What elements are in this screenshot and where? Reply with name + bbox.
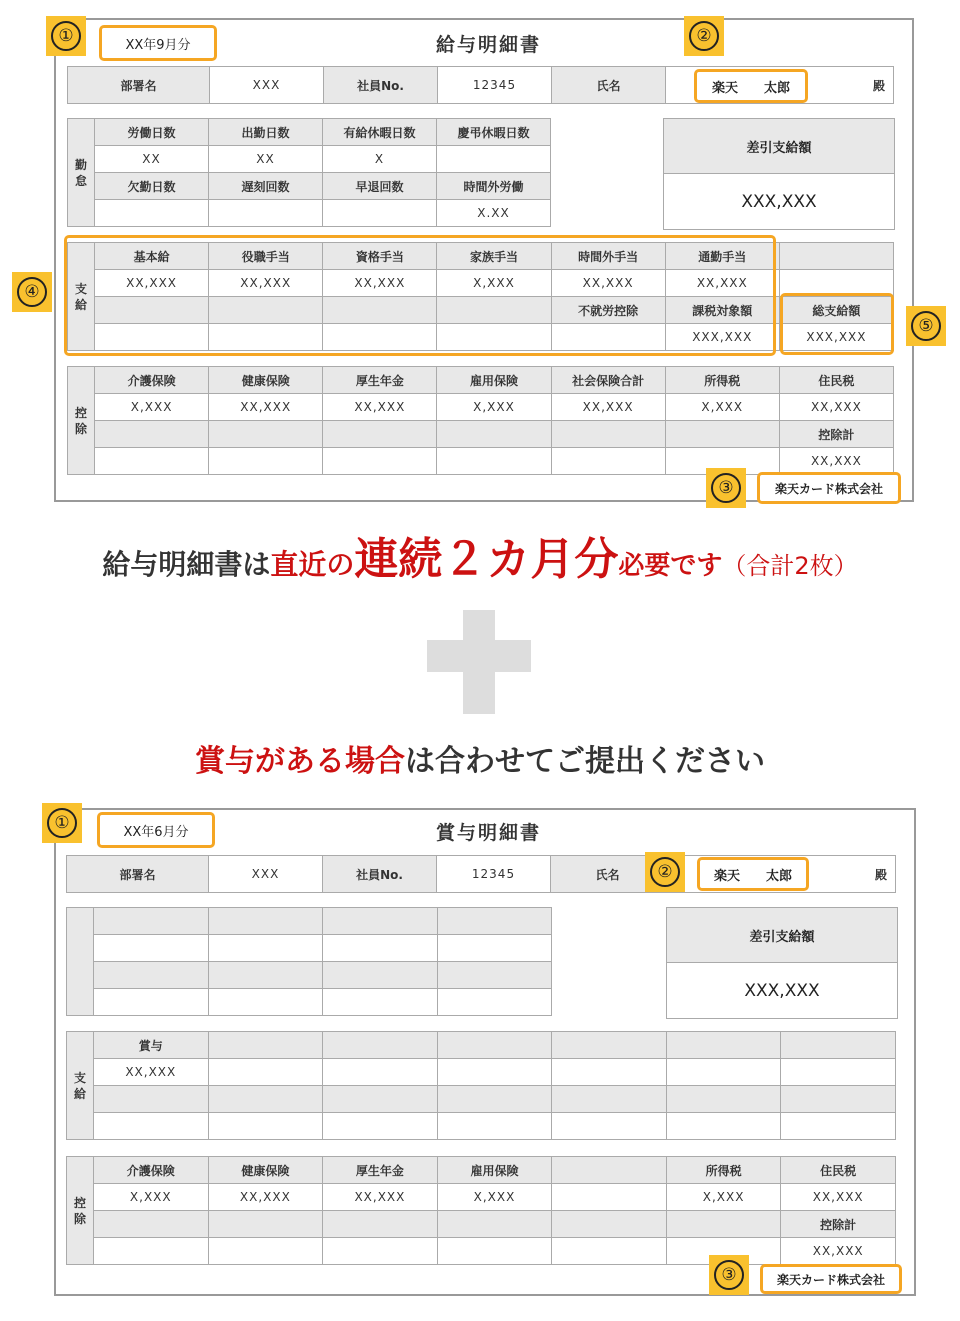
net-pay-value: XXX,XXX — [664, 174, 894, 229]
bonus-ded-h-0: 介護保険 — [94, 1157, 209, 1184]
att-v2-0 — [95, 200, 209, 227]
gross-pay-label: 総支給額 — [779, 297, 893, 324]
bonus-ded-v2-4 — [552, 1238, 667, 1265]
bonus-dept-value: XXX — [209, 856, 323, 893]
pay-h2-4: 不就労控除 — [551, 297, 665, 324]
bonus-empty-cell — [208, 935, 323, 962]
bonus-pay-h-6 — [781, 1032, 896, 1059]
att-v2-2 — [323, 200, 437, 227]
bonus-pay-v-3 — [437, 1059, 552, 1086]
ded-v-2: XX,XXX — [323, 394, 437, 421]
bonus-company-name: 楽天カード株式会社 — [776, 1272, 885, 1287]
pay-v-5: XX,XXX — [665, 270, 779, 297]
bonus-pay-v2-6 — [781, 1113, 896, 1140]
ded-v2-0 — [95, 448, 209, 475]
att-v-3 — [437, 146, 551, 173]
bonus-pay-v-4 — [552, 1059, 667, 1086]
employee-name: 楽天 太郎 — [711, 80, 790, 96]
honorific: 殿 — [666, 67, 894, 104]
bonus-deduction-side-label: 控除 — [67, 1157, 94, 1265]
bonus-ded-v-6: XX,XXX — [781, 1184, 896, 1211]
bonus-pay-h2-4 — [552, 1086, 667, 1113]
pay-v-4: XX,XXX — [551, 270, 665, 297]
ded-h2-2 — [323, 421, 437, 448]
att-v-0: XX — [95, 146, 209, 173]
ded-h-5: 所得税 — [665, 367, 779, 394]
bonus-pay-h2-0 — [94, 1086, 209, 1113]
bonus-ded-h2-1 — [208, 1211, 323, 1238]
bonus-pay-h-0: 賞与 — [94, 1032, 209, 1059]
bonus-empty-cell — [437, 989, 552, 1016]
bonus-pay-v-1 — [208, 1059, 323, 1086]
marker-4: ④ — [12, 272, 52, 312]
bonus-ded-v-0: X,XXX — [94, 1184, 209, 1211]
bonus-pay-h-1 — [208, 1032, 323, 1059]
bonus-message — [0, 742, 960, 782]
msg2-part2: は合わせてご提出ください — [405, 744, 765, 779]
marker-1-bonus: ① — [42, 803, 82, 843]
ded-v-3: X,XXX — [437, 394, 551, 421]
bonus-net-pay-label: 差引支給額 — [667, 908, 897, 963]
ded-v2-2 — [323, 448, 437, 475]
salary-net-pay-box — [663, 118, 895, 230]
bonus-payment-side-label: 支給 — [67, 1032, 94, 1140]
salary-period: XX年9月分 — [125, 37, 191, 53]
bonus-employee-no-value: 12345 — [437, 856, 551, 893]
taxable-amount-value: XXX,XXX — [665, 324, 779, 351]
salary-slip-title: 給与明細書 — [436, 34, 542, 56]
bonus-honorific: 殿 — [665, 856, 896, 893]
requirement-message — [0, 530, 960, 599]
ded-h2-3 — [437, 421, 551, 448]
bonus-pay-h2-2 — [323, 1086, 438, 1113]
msg1-part1: 給与明細書は — [102, 548, 271, 581]
bonus-ded-h-5: 所得税 — [666, 1157, 781, 1184]
bonus-ded-h-2: 厚生年金 — [323, 1157, 438, 1184]
msg1-part3: 連続２カ月分 — [354, 534, 619, 585]
bonus-ded-v2-3 — [437, 1238, 552, 1265]
bonus-deduction-table — [66, 1156, 896, 1265]
bonus-pay-v2-2 — [323, 1113, 438, 1140]
att-v-1: XX — [209, 146, 323, 173]
bonus-dept-label: 部署名 — [67, 856, 209, 893]
gross-pay-value: XXX,XXX — [779, 324, 893, 351]
bonus-ded-v-3: X,XXX — [437, 1184, 552, 1211]
bonus-payment-table — [66, 1031, 896, 1140]
bonus-empty-side — [67, 908, 94, 1016]
bonus-employee-no-label: 社員No. — [323, 856, 437, 893]
ded-h-6: 住民税 — [779, 367, 893, 394]
bonus-ded-v2-2 — [323, 1238, 438, 1265]
bonus-ded-h2-4 — [552, 1211, 667, 1238]
pay-v-3: X,XXX — [437, 270, 551, 297]
bonus-empty-cell — [94, 908, 209, 935]
marker-5: ⑤ — [906, 306, 946, 346]
bonus-ded-v-4 — [552, 1184, 667, 1211]
bonus-pay-v2-1 — [208, 1113, 323, 1140]
bonus-pay-h-4 — [552, 1032, 667, 1059]
bonus-pay-v-0: XX,XXX — [94, 1059, 209, 1086]
bonus-ded-h2-2 — [323, 1211, 438, 1238]
marker-2-bonus: ② — [645, 852, 685, 892]
att-v-2: X — [323, 146, 437, 173]
pay-h-3: 家族手当 — [437, 243, 551, 270]
ded-h-2: 厚生年金 — [323, 367, 437, 394]
bonus-total-deduction-label: 控除計 — [781, 1211, 896, 1238]
ded-h-0: 介護保険 — [95, 367, 209, 394]
bonus-ded-v-1: XX,XXX — [208, 1184, 323, 1211]
deduction-table — [67, 366, 894, 475]
bonus-ded-h-4 — [552, 1157, 667, 1184]
att-h-2: 有給休暇日数 — [323, 119, 437, 146]
att-v2-3: X.XX — [437, 200, 551, 227]
attendance-table — [67, 118, 551, 227]
msg1-part2: 直近の — [270, 548, 355, 581]
net-pay-label: 差引支給額 — [664, 119, 894, 174]
marker-3: ③ — [706, 468, 746, 508]
bonus-empty-cell — [437, 935, 552, 962]
ded-v-4: XX,XXX — [551, 394, 665, 421]
bonus-empty-cell — [208, 989, 323, 1016]
bonus-name-label: 氏名 — [551, 856, 665, 893]
bonus-empty-cell — [323, 962, 438, 989]
bonus-ded-h-1: 健康保険 — [208, 1157, 323, 1184]
bonus-empty-cell — [323, 935, 438, 962]
bonus-empty-cell — [94, 935, 209, 962]
attendance-side-label: 勤怠 — [68, 119, 95, 227]
bonus-empty-cell — [208, 962, 323, 989]
ded-v-1: XX,XXX — [209, 394, 323, 421]
bonus-net-pay-value: XXX,XXX — [667, 963, 897, 1018]
bonus-pay-h2-6 — [781, 1086, 896, 1113]
bonus-empty-cell — [323, 989, 438, 1016]
pay-h-6 — [779, 243, 893, 270]
bonus-empty-cell — [94, 962, 209, 989]
gross-pay-highlight — [780, 293, 894, 355]
bonus-empty-cell — [208, 908, 323, 935]
marker-1: ① — [46, 16, 86, 56]
msg1-part4: 必要です — [618, 551, 723, 581]
ded-h2-5 — [665, 421, 779, 448]
att-h-0: 労働日数 — [95, 119, 209, 146]
ded-v-6: XX,XXX — [779, 394, 893, 421]
bonus-total-deduction-value: XX,XXX — [781, 1238, 896, 1265]
ded-v2-1 — [209, 448, 323, 475]
att-v2-1 — [209, 200, 323, 227]
employee-no-value: 12345 — [438, 67, 552, 104]
ded-h-1: 健康保険 — [209, 367, 323, 394]
pay-v-1: XX,XXX — [209, 270, 323, 297]
total-deduction-value: XX,XXX — [779, 448, 893, 475]
pay-v-2: XX,XXX — [323, 270, 437, 297]
bonus-ded-h2-0 — [94, 1211, 209, 1238]
ded-v2-4 — [551, 448, 665, 475]
bonus-empty-cell — [437, 908, 552, 935]
bonus-empty-table — [66, 907, 552, 1016]
bonus-net-pay-box — [666, 907, 898, 1019]
msg1-part5: （合計2枚） — [722, 552, 858, 580]
bonus-pay-v2-5 — [666, 1113, 781, 1140]
bonus-period: XX年6月分 — [123, 824, 189, 840]
bonus-empty-cell — [437, 962, 552, 989]
bonus-empty-cell — [323, 908, 438, 935]
total-deduction-label: 控除計 — [779, 421, 893, 448]
bonus-pay-h-3 — [437, 1032, 552, 1059]
ded-v-5: X,XXX — [665, 394, 779, 421]
bonus-ded-h-3: 雇用保険 — [437, 1157, 552, 1184]
salary-company-name: 楽天カード株式会社 — [774, 481, 883, 496]
att-h-1: 出勤日数 — [209, 119, 323, 146]
ded-h2-0 — [95, 421, 209, 448]
pay-h-5: 通勤手当 — [665, 243, 779, 270]
bonus-pay-v-2 — [323, 1059, 438, 1086]
dept-label: 部署名 — [68, 67, 210, 104]
bonus-pay-v-5 — [666, 1059, 781, 1086]
pay-v-0: XX,XXX — [95, 270, 209, 297]
deduction-side-label: 控除 — [68, 367, 95, 475]
pay-h-1: 役職手当 — [209, 243, 323, 270]
marker-2: ② — [684, 16, 724, 56]
pay-h-0: 基本給 — [95, 243, 209, 270]
ded-h-3: 雇用保険 — [437, 367, 551, 394]
pay-h-4: 時間外手当 — [551, 243, 665, 270]
bonus-slip-title: 賞与明細書 — [436, 822, 542, 844]
ded-h-4: 社会保険合計 — [551, 367, 665, 394]
bonus-ded-h2-5 — [666, 1211, 781, 1238]
bonus-ded-v2-0 — [94, 1238, 209, 1265]
bonus-ded-v-2: XX,XXX — [323, 1184, 438, 1211]
name-label: 氏名 — [552, 67, 666, 104]
bonus-pay-h2-5 — [666, 1086, 781, 1113]
bonus-ded-h-6: 住民税 — [781, 1157, 896, 1184]
bonus-pay-h2-1 — [208, 1086, 323, 1113]
msg2-part1: 賞与がある場合 — [195, 744, 405, 779]
ded-h2-4 — [551, 421, 665, 448]
dept-value: XXX — [210, 67, 324, 104]
bonus-empty-cell — [94, 989, 209, 1016]
ded-v2-3 — [437, 448, 551, 475]
marker-3-bonus: ③ — [709, 1255, 749, 1295]
employee-no-label: 社員No. — [324, 67, 438, 104]
ded-h2-1 — [209, 421, 323, 448]
bonus-ded-h2-3 — [437, 1211, 552, 1238]
bonus-pay-v2-3 — [437, 1113, 552, 1140]
bonus-pay-v2-4 — [552, 1113, 667, 1140]
bonus-pay-h-2 — [323, 1032, 438, 1059]
bonus-pay-h-5 — [666, 1032, 781, 1059]
bonus-ded-v-5: X,XXX — [666, 1184, 781, 1211]
pay-h-2: 資格手当 — [323, 243, 437, 270]
ded-v-0: X,XXX — [95, 394, 209, 421]
plus-icon-vertical — [463, 610, 495, 714]
bonus-pay-v-6 — [781, 1059, 896, 1086]
att-h2-3: 時間外労働 — [437, 173, 551, 200]
bonus-pay-h2-3 — [437, 1086, 552, 1113]
att-h-3: 慶弔休暇日数 — [437, 119, 551, 146]
pay-h2-5: 課税対象額 — [665, 297, 779, 324]
bonus-ded-v2-1 — [208, 1238, 323, 1265]
payment-side-label: 支給 — [68, 243, 95, 351]
bonus-employee-name: 楽天 太郎 — [713, 868, 792, 884]
att-h2-2: 早退回数 — [323, 173, 437, 200]
att-h2-0: 欠勤日数 — [95, 173, 209, 200]
bonus-pay-v2-0 — [94, 1113, 209, 1140]
att-h2-1: 遅刻回数 — [209, 173, 323, 200]
payment-highlight — [64, 235, 776, 356]
